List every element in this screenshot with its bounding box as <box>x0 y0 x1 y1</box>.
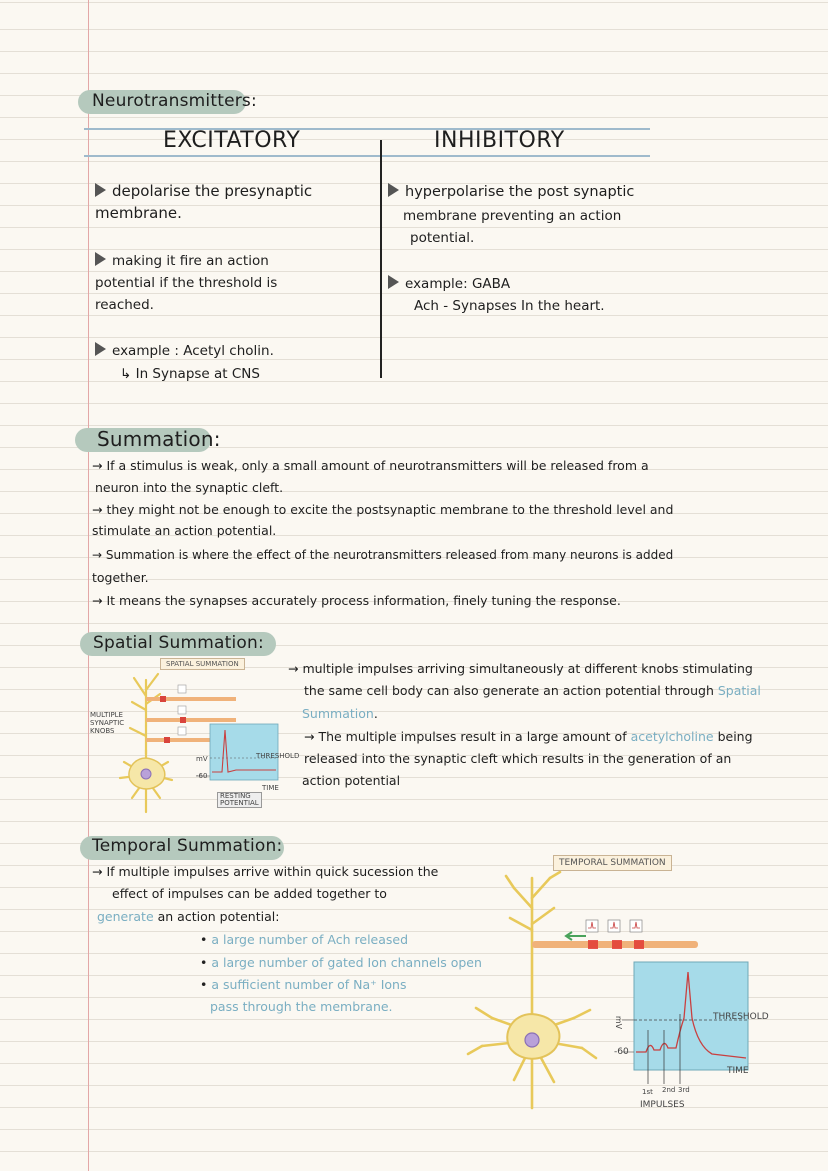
label-line: MULTIPLE <box>90 711 123 719</box>
spatial-diagram-title: SPATIAL SUMMATION <box>160 658 245 670</box>
bullet-text: a large number of Ach released <box>211 932 409 947</box>
inhibitory-example: example: GABA <box>388 273 510 295</box>
impulse-2-label: 2nd <box>662 1086 676 1094</box>
inhibitory-point-1c: potential. <box>410 230 475 246</box>
temporal-text-line: → If multiple impulses arrive within quick sucession the <box>92 864 439 879</box>
summation-line: stimulate an action potential. <box>92 523 277 538</box>
spatial-text-line: → multiple impulses arriving simultaneously at different knobs stimulating <box>288 661 753 676</box>
spatial-mv-label: mV <box>196 755 208 763</box>
table-header-rule <box>84 155 650 157</box>
excitatory-example-detail: ↳ In Synapse at CNS <box>120 366 260 382</box>
label-line: RESTING <box>220 792 251 800</box>
inhibitory-point-1: hyperpolarise the post synaptic <box>388 181 634 203</box>
label-line: KNOBS <box>90 727 115 735</box>
bullet-dot-icon: • <box>200 955 208 970</box>
neurotransmitters-heading: Neurotransmitters: <box>92 91 257 111</box>
text-span: an action potential: <box>157 909 280 924</box>
summation-line: neuron into the synaptic cleft. <box>95 480 284 495</box>
summation-heading: Summation: <box>97 427 221 451</box>
multiple-knobs-label <box>90 711 124 735</box>
excitatory-title: EXCITATORY <box>163 128 301 153</box>
temporal-diagram-title: TEMPORAL SUMMATION <box>553 855 672 871</box>
triangle-bullet-icon <box>388 275 399 289</box>
triangle-bullet-icon <box>95 183 106 197</box>
inhibitory-point-1b: membrane preventing an action <box>403 208 622 224</box>
spatial-text-line: released into the synaptic cleft which results in the generation of an <box>304 751 732 766</box>
summation-line: → If a stimulus is weak, only a small amount of neurotransmitters will be released from a <box>92 458 649 473</box>
highlight-term: Spatial <box>717 683 761 698</box>
bullet-dot-icon: • <box>200 977 208 992</box>
triangle-bullet-icon <box>95 342 106 356</box>
text-span: → The multiple impulses result in a large amount of <box>304 729 627 744</box>
spatial-minus60-label: -60 <box>196 772 208 780</box>
highlight-term: Summation <box>302 706 374 721</box>
triangle-bullet-icon <box>95 252 106 266</box>
excitatory-example: example : Acetyl cholin. <box>95 340 274 362</box>
column-divider <box>380 140 382 378</box>
temporal-text-line <box>97 906 279 928</box>
text-span: being <box>717 729 753 744</box>
bullet-text: a large number of gated Ion channels open <box>211 955 482 970</box>
excitatory-point-2c: reached. <box>95 297 154 313</box>
temporal-bullet <box>200 929 408 951</box>
margin-line <box>88 0 89 1171</box>
impulse-3-label: 3rd <box>678 1086 690 1094</box>
excitatory-point-1: depolarise the presynaptic <box>95 180 312 202</box>
label-line: POTENTIAL <box>220 799 259 807</box>
inhibitory-example-detail: Ach - Synapses In the heart. <box>414 298 605 314</box>
summation-line: → they might not be enough to excite the postsynaptic membrane to the threshold level and <box>92 502 674 517</box>
triangle-bullet-icon <box>388 183 399 197</box>
temporal-summation-heading: Temporal Summation: <box>92 836 283 856</box>
resting-potential-label <box>217 792 262 808</box>
temporal-bullet <box>200 974 406 996</box>
spatial-summation-heading: Spatial Summation: <box>93 633 264 653</box>
impulses-label: IMPULSES <box>640 1100 685 1110</box>
spatial-text-line <box>304 726 753 748</box>
excitatory-point-1b: membrane. <box>95 204 182 222</box>
highlight-term: generate <box>97 909 154 924</box>
temporal-bullet <box>200 952 482 974</box>
bullet-text: a sufficient number of Na⁺ Ions <box>211 977 407 992</box>
text-span: . <box>373 706 378 721</box>
spatial-text-line <box>302 703 378 725</box>
highlight-term: acetylcholine <box>630 729 714 744</box>
spatial-time-label: TIME <box>262 784 279 792</box>
bullet-dot-icon: • <box>200 932 208 947</box>
summation-line: together. <box>92 570 149 585</box>
excitatory-point-2: making it fire an action <box>95 250 269 272</box>
temporal-summation-diagram <box>462 868 792 1116</box>
spatial-text-line: action potential <box>302 773 401 788</box>
excitatory-point-2b: potential if the threshold is <box>95 275 278 291</box>
label-line: SYNAPTIC <box>90 719 125 727</box>
temporal-text-line: effect of impulses can be added together to <box>112 886 387 901</box>
spatial-text-line <box>304 680 761 702</box>
temporal-minus60-label: -60 <box>614 1047 629 1057</box>
summation-line: → It means the synapses accurately process information, finely tuning the response. <box>92 593 621 608</box>
temporal-bullet-tail: pass through the membrane. <box>210 999 393 1014</box>
spatial-threshold-label: THRESHOLD <box>256 752 300 760</box>
summation-line: → Summation is where the effect of the neurotransmitters released from many neurons is added <box>92 548 674 562</box>
temporal-time-label: TIME <box>727 1066 749 1076</box>
inhibitory-title: INHIBITORY <box>434 128 565 153</box>
temporal-mv-label: mV <box>614 1015 624 1030</box>
text-span: the same cell body can also generate an action potential through <box>304 683 714 698</box>
temporal-threshold-label: THRESHOLD <box>713 1012 769 1022</box>
impulse-1-label: 1st <box>642 1088 653 1096</box>
